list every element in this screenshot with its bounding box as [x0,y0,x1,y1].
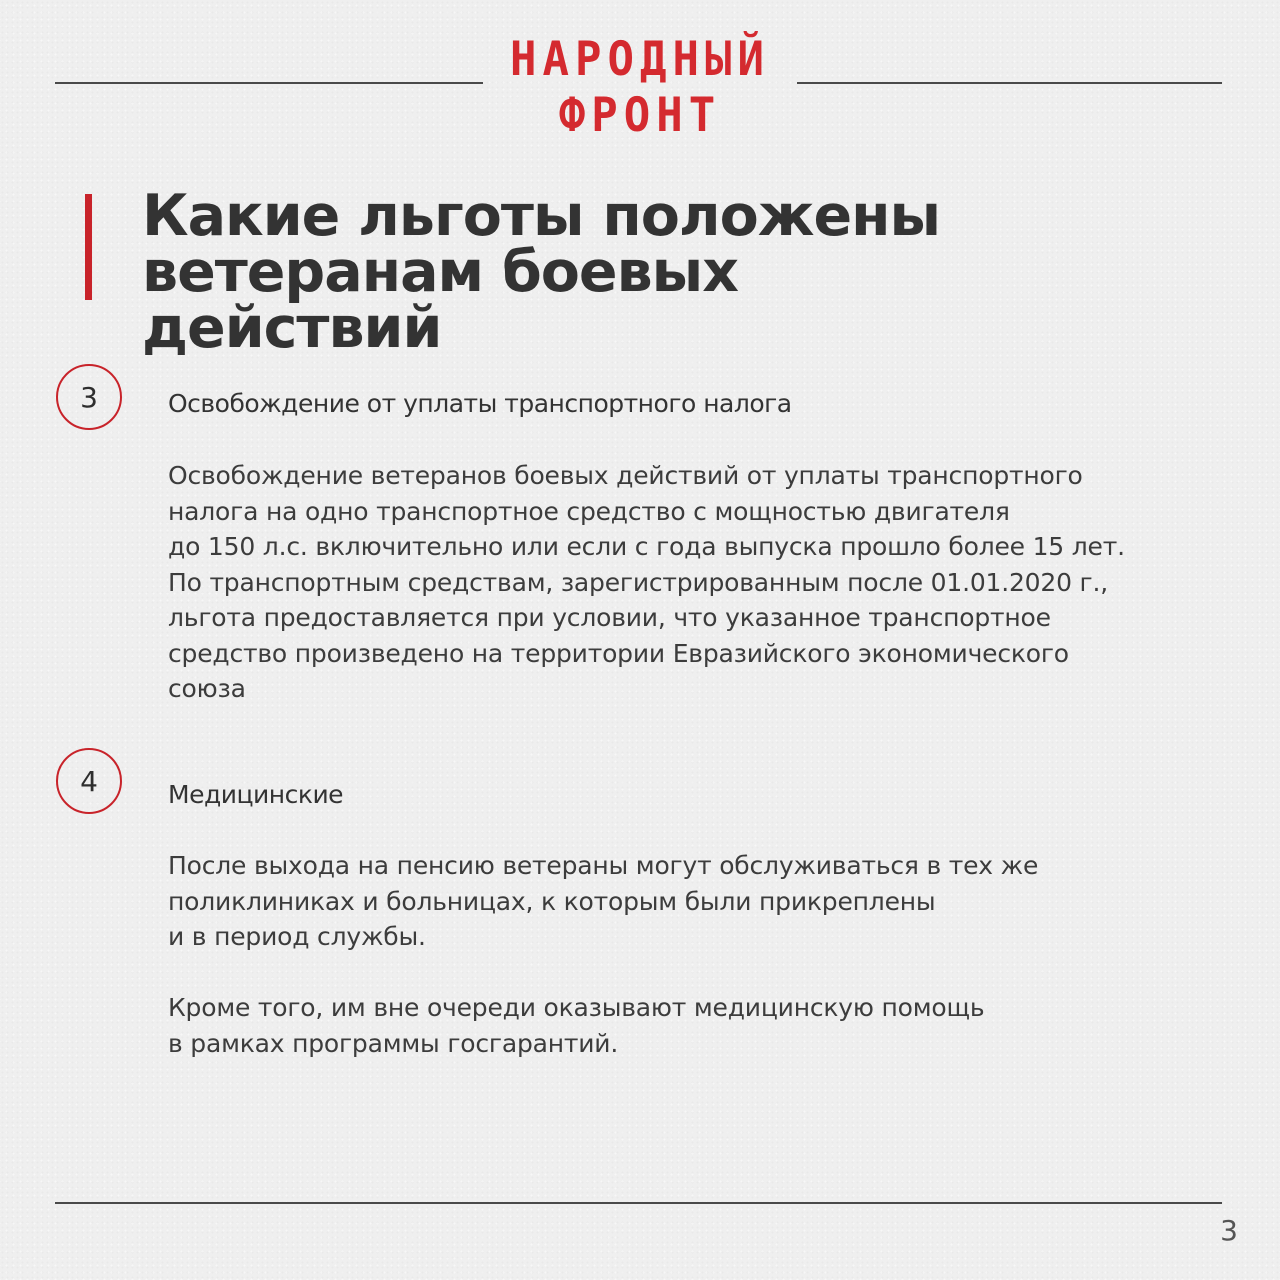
item-number-badge: 3 [56,364,122,430]
logo-line-1: НАРОДНЫЙ [510,31,770,87]
item-paragraph: Кроме того, им вне очереди оказывают медицинскую помощь в рамках программы госгарантий. [168,993,985,1058]
page-number: 3 [1220,1214,1238,1247]
item-number-badge: 4 [56,748,122,814]
header-rule-right [797,82,1222,84]
item-paragraph: Освобождение ветеранов боевых действий от уплаты транспортного налога на одно транспортное средство с мощностью двигателя до 150 л.с. включительно или если с года выпуска прошло более 15 лет. По транспортным средствам, зарегистрированным после 01.01.2020 г., льгота предоставляется при условии, что указанное транспортное средство произведено на территории Евразийского экономического союза [168,461,1125,703]
item-paragraph: После выхода на пенсию ветераны могут обслуживаться в тех же поликлиниках и больницах, к которым были прикреплены и в период службы. [168,851,1039,951]
header-rule-left [55,82,483,84]
title-accent-bar [85,194,92,300]
footer-rule [55,1202,1222,1204]
logo-line-2: ФРОНТ [558,88,722,144]
narodny-front-logo [500,32,780,144]
page-title: Какие льготы положены ветеранам боевых действий [142,183,941,361]
item-heading: Освобождение от уплаты транспортного налога [168,389,792,418]
item-heading: Медицинские [168,780,344,809]
